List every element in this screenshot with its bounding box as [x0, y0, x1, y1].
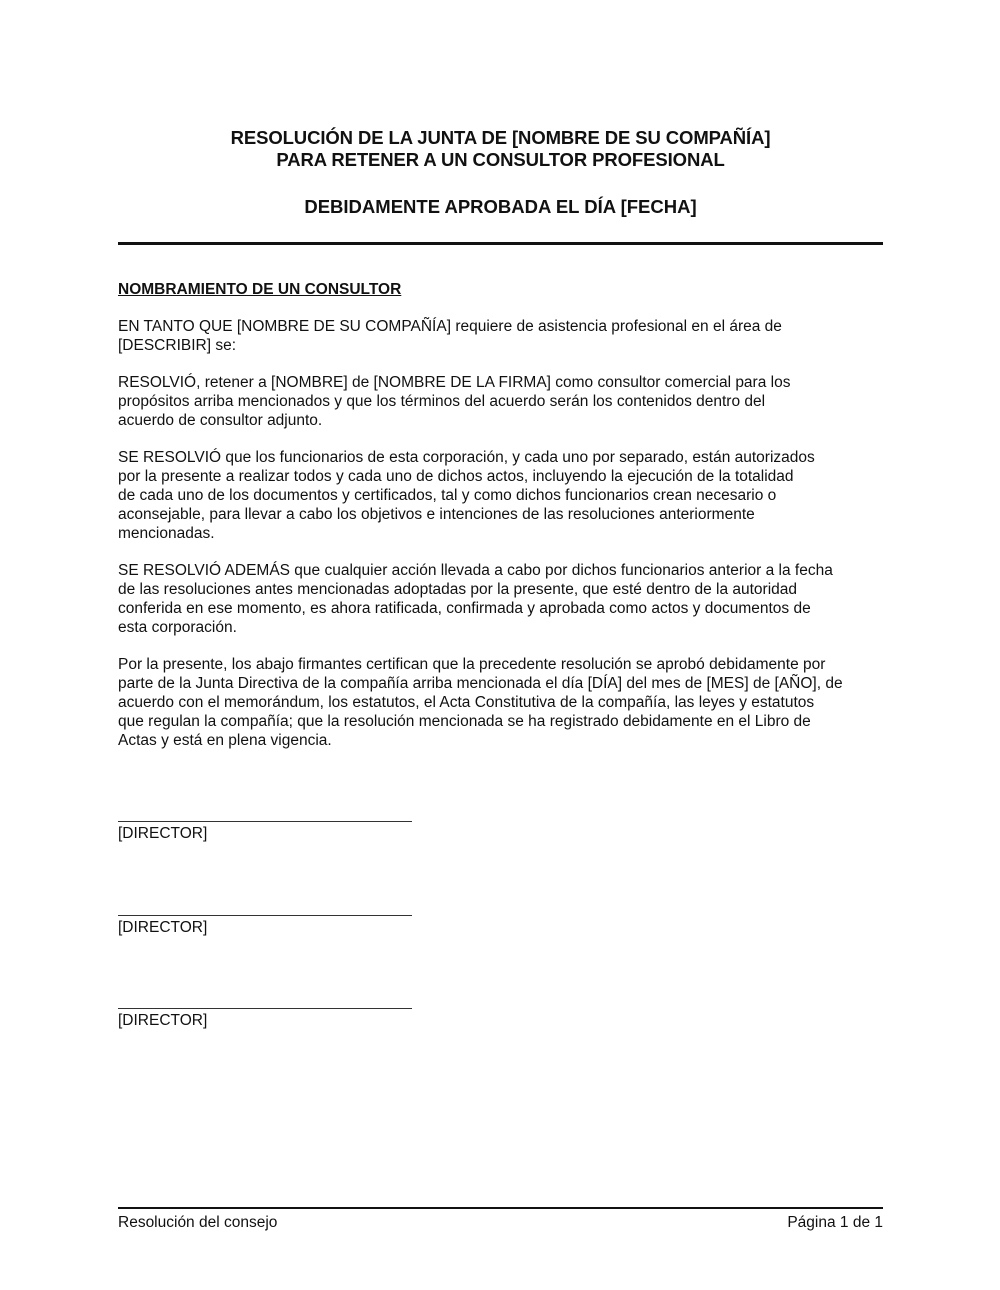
- footer-page-number: Página 1 de 1: [787, 1214, 883, 1231]
- section-heading: NOMBRAMIENTO DE UN CONSULTOR: [118, 281, 402, 298]
- page-footer: [118, 1213, 883, 1232]
- signature-line: [118, 1008, 412, 1009]
- paragraph-whereas: [118, 317, 888, 355]
- signature-block-1: [118, 821, 412, 843]
- footer-divider: [118, 1207, 883, 1209]
- signature-block-2: [118, 915, 412, 937]
- paragraph-line: Por la presente, los abajo firmantes certifican que la precedente resolución se aprobó debidamente por: [118, 656, 826, 673]
- paragraph-line: SE RESOLVIÓ que los funcionarios de esta corporación, y cada uno por separado, están autorizados: [118, 449, 815, 466]
- paragraph-line: de cada uno de los documentos y certificados, tal y como dichos funcionarios crean necesario o: [118, 487, 777, 504]
- signature-line: [118, 915, 412, 916]
- title-line-2: PARA RETENER A UN CONSULTOR PROFESIONAL: [276, 149, 725, 170]
- paragraph-line: mencionadas.: [118, 525, 215, 542]
- paragraph-line: Actas y está en plena vigencia.: [118, 732, 332, 749]
- paragraph-line: conferida en ese momento, es ahora ratificada, confirmada y aprobada como actos y documentos de: [118, 600, 811, 617]
- paragraph-line: propósitos arriba mencionados y que los términos del acuerdo serán los contenidos dentro del: [118, 393, 766, 410]
- header-divider: [118, 242, 883, 245]
- document-subtitle: DEBIDAMENTE APROBADA EL DÍA [FECHA]: [304, 196, 697, 217]
- document-body: [118, 280, 888, 768]
- paragraph-line: SE RESOLVIÓ ADEMÁS que cualquier acción llevada a cabo por dichos funcionarios anterior a la fecha: [118, 562, 833, 579]
- title-line-1: RESOLUCIÓN DE LA JUNTA DE [NOMBRE DE SU COMPAÑÍA]: [230, 127, 771, 148]
- paragraph-resolved: [118, 373, 888, 430]
- signature-block-3: [118, 1008, 412, 1030]
- paragraph-line: RESOLVIÓ, retener a [NOMBRE] de [NOMBRE DE LA FIRMA] como consultor comercial para los: [118, 374, 791, 391]
- footer-document-name: Resolución del consejo: [118, 1214, 278, 1231]
- signature-label: [DIRECTOR]: [118, 919, 208, 936]
- paragraph-ratification: [118, 561, 888, 637]
- paragraph-line: aconsejable, para llevar a cabo los objetivos e intenciones de las resoluciones anteriormente: [118, 506, 755, 523]
- signature-line: [118, 821, 412, 822]
- paragraph-line: parte de la Junta Directiva de la compañía arriba mencionada el día [DÍA] del mes de [MES] de [AÑO], de: [118, 675, 843, 692]
- signature-label: [DIRECTOR]: [118, 825, 208, 842]
- paragraph-line: EN TANTO QUE [NOMBRE DE SU COMPAÑÍA] requiere de asistencia profesional en el área de: [118, 318, 782, 335]
- document-title: [118, 127, 883, 171]
- paragraph-line: [DESCRIBIR] se:: [118, 337, 236, 354]
- paragraph-line: acuerdo con el memorándum, los estatutos, el Acta Constitutiva de la compañía, las leyes y estatutos: [118, 694, 815, 711]
- paragraph-line: por la presente a realizar todos y cada uno de dichos actos, incluyendo la ejecución de la totalidad: [118, 468, 794, 485]
- signature-label: [DIRECTOR]: [118, 1012, 208, 1029]
- paragraph-officers-authorized: [118, 448, 888, 543]
- paragraph-line: de las resoluciones antes mencionadas adoptadas por la presente, que esté dentro de la autoridad: [118, 581, 798, 598]
- paragraph-line: esta corporación.: [118, 619, 237, 636]
- paragraph-certification: [118, 655, 888, 750]
- paragraph-line: acuerdo de consultor adjunto.: [118, 412, 323, 429]
- paragraph-line: que regulan la compañía; que la resolución mencionada se ha registrado debidamente en el Libro de: [118, 713, 811, 730]
